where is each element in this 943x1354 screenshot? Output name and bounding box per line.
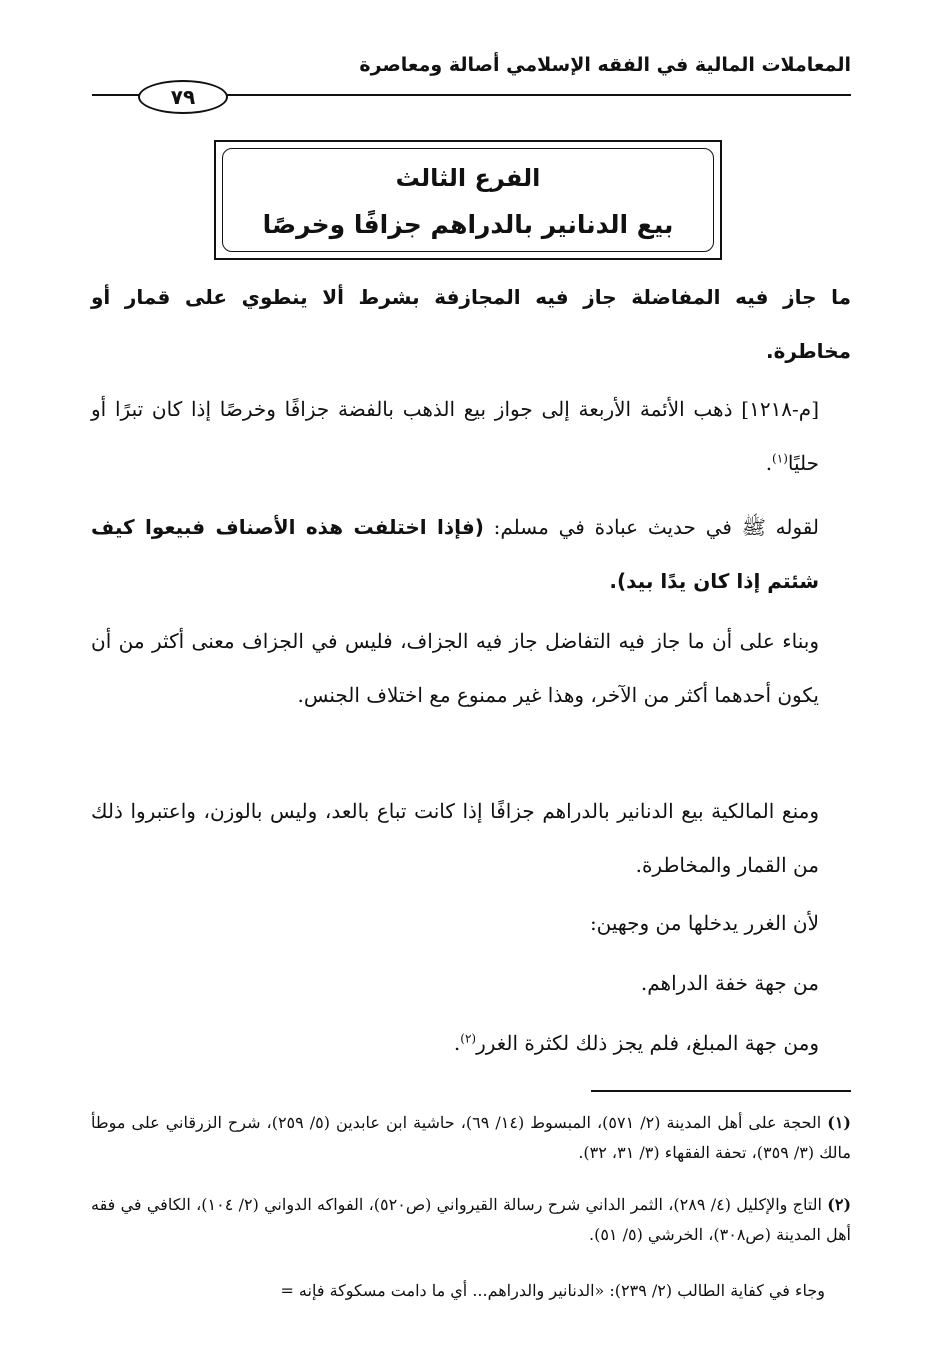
- paragraph-end: .: [453, 1031, 461, 1055]
- section-title-heading: بيع الدنانير بالدراهم جزافًا وخرصًا: [262, 210, 674, 239]
- hadith-quote: (فإذا اختلفت هذه الأصناف فبيعوا كيف شئتم إذا كان يدًا بيد).: [91, 515, 819, 593]
- paragraph-end: .: [765, 451, 773, 475]
- paragraph-maliki: ومنع المالكية بيع الدنانير بالدراهم جزافًا إذا كانت تباع بالعد، وليس بالوزن، واعتبروا ذلك من القمار والمخاطرة.: [91, 799, 819, 877]
- page-number: ٧٩: [138, 80, 228, 114]
- line-aspect-one: من جهة خفة الدراهم.: [640, 971, 819, 995]
- line-aspect-two: [91, 1016, 851, 1070]
- footnote-marker: (١): [827, 1113, 851, 1132]
- paragraph-reasoning: وبناء على أن ما جاز فيه التفاضل جاز فيه الجزاف، فليس في الجزاف معنى أكثر من أن يكون أحدهما أكثر من الآخر، وهذا غير ممنوع مع اختلاف الجنس.: [91, 629, 819, 707]
- footnote-continuation: وجاء في كفاية الطالب (٢/ ٢٣٩): «الدنانير والدراهم... أي ما دامت مسكوكة فإنه =: [280, 1281, 825, 1300]
- paragraph-text: [م-١٢١٨] ذهب الأئمة الأربعة إلى جواز بيع الذهب بالفضة جزافًا وخرصًا إذا كان تبرًا أو حليًا: [91, 397, 819, 475]
- footnote-2: [91, 1190, 851, 1250]
- running-title: المعاملات المالية في الفقه الإسلامي أصالة ومعاصرة: [359, 54, 851, 76]
- paragraph-text: لقوله ﷺ في حديث عبادة في مسلم:: [483, 515, 819, 539]
- paragraph-scholars-opinion: [91, 382, 851, 490]
- footnote-text: التاج والإكليل (٤/ ٢٨٩)، الثمر الداني شرح رسالة القيرواني (ص٥٢٠)، الفواكه الدواني (٢/ ١٠٤)، الكافي في فقه أهل المدينة (ص٣٠٨)، الخرشي (٥/ ٥١).: [91, 1195, 851, 1244]
- line-two-aspects: لأن الغرر يدخلها من وجهين:: [589, 911, 819, 935]
- footnote-ref: (٢): [460, 1031, 477, 1046]
- footnote-ref: (١): [772, 451, 788, 466]
- paragraph-hadith: [91, 500, 851, 608]
- footnote-1: [91, 1108, 851, 1168]
- rule-statement: ما جاز فيه المفاضلة جاز فيه المجازفة بشرط ألا ينطوي على قمار أو مخاطرة.: [91, 285, 851, 363]
- footnote-text: الحجة على أهل المدينة (٢/ ٥٧١)، المبسوط (١٤/ ٦٩)، حاشية ابن عابدين (٥/ ٢٥٩)، شرح الزرقاني على موطأ مالك (٣/ ٣٥٩)، تحفة الفقهاء (٣/ ٣١، ٣٢).: [91, 1113, 851, 1162]
- footnote-rule: [591, 1090, 851, 1092]
- section-title-branch: الفرع الثالث: [395, 164, 541, 192]
- footnote-marker: (٢): [827, 1195, 852, 1214]
- paragraph-text: ومن جهة المبلغ، فلم يجز ذلك لكثرة الغرر: [476, 1031, 819, 1055]
- section-title-box: [214, 140, 722, 260]
